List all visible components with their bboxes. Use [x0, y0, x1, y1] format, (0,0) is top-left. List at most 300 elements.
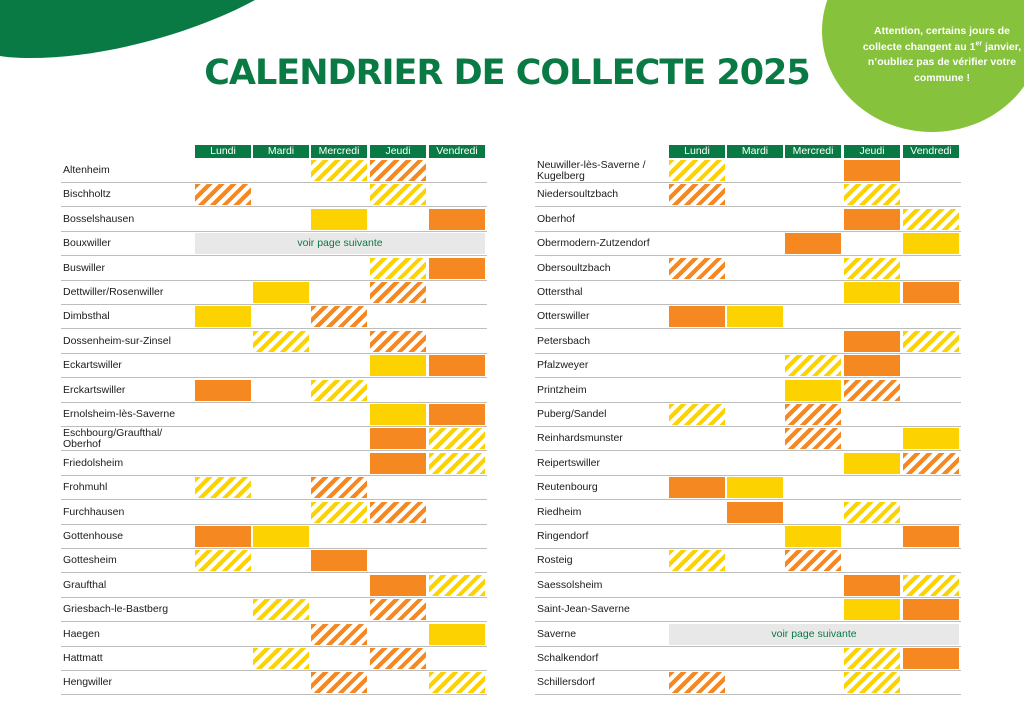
day-header-vendredi: Vendredi [429, 145, 485, 158]
collection-cell-vendredi [903, 184, 959, 205]
collection-cell-vendredi [903, 502, 959, 523]
collection-cell-mardi [727, 282, 783, 303]
commune-name: Rosteig [537, 554, 573, 567]
collection-cell-lundi [669, 209, 725, 230]
collection-cell-vendredi [429, 624, 485, 645]
collection-cell-mercredi [311, 550, 367, 571]
collection-cell-mardi [253, 502, 309, 523]
collection-cell-mardi [727, 575, 783, 596]
commune-name: Schillersdorf [537, 676, 595, 689]
commune-name: Oberhof [537, 212, 575, 225]
collection-cell-mercredi [311, 477, 367, 498]
see-next-page-note: voir page suivante [195, 233, 485, 254]
commune-name: Frohmuhl [63, 481, 108, 494]
collection-cell-mercredi [311, 306, 367, 327]
collection-cell-mardi [253, 526, 309, 547]
commune-row [61, 501, 487, 525]
corner-decoration [0, 0, 260, 60]
day-header-mardi: Mardi [253, 145, 309, 158]
commune-name: Neuwiller-lès-Saverne / Kugelberg [537, 158, 646, 182]
commune-name: Puberg/Sandel [537, 408, 607, 420]
collection-cell-vendredi [429, 648, 485, 669]
collection-cell-mercredi [311, 599, 367, 620]
collection-cell-mercredi [311, 282, 367, 303]
commune-row [535, 281, 961, 305]
collection-cell-lundi [669, 258, 725, 279]
collection-cell-vendredi [429, 477, 485, 498]
collection-cell-lundi [195, 453, 251, 474]
collection-cell-mardi [253, 624, 309, 645]
collection-cell-vendredi [429, 160, 485, 181]
day-header-mercredi: Mercredi [785, 145, 841, 158]
collection-cell-vendredi [429, 184, 485, 205]
collection-cell-vendredi [429, 453, 485, 474]
collection-cell-mardi [253, 672, 309, 693]
collection-cell-vendredi [429, 550, 485, 571]
collection-cell-lundi [195, 306, 251, 327]
collection-cell-lundi [669, 428, 725, 449]
commune-row [61, 159, 487, 183]
commune-name: Altenheim [63, 164, 110, 176]
collection-cell-jeudi [844, 502, 900, 523]
collection-cell-jeudi [370, 331, 426, 352]
collection-cell-lundi [669, 233, 725, 254]
collection-cell-lundi [195, 404, 251, 425]
collection-cell-mercredi [785, 282, 841, 303]
collection-cell-vendredi [903, 282, 959, 303]
collection-cell-jeudi [370, 575, 426, 596]
collection-cell-vendredi [429, 672, 485, 693]
collection-cell-mercredi [785, 209, 841, 230]
commune-row [535, 403, 961, 427]
collection-cell-vendredi [903, 648, 959, 669]
collection-cell-mercredi [785, 453, 841, 474]
collection-cell-vendredi [903, 404, 959, 425]
collection-cell-lundi [669, 453, 725, 474]
collection-cell-mardi [727, 404, 783, 425]
collection-cell-mercredi [785, 331, 841, 352]
commune-row [61, 183, 487, 207]
collection-cell-vendredi [903, 380, 959, 401]
commune-name: Saessolsheim [537, 578, 603, 591]
commune-row [535, 305, 961, 329]
commune-row [535, 330, 961, 354]
commune-name: Eschbourg/Graufthal/ Oberhof [63, 426, 163, 450]
collection-cell-jeudi [370, 550, 426, 571]
collection-cell-mercredi [311, 575, 367, 596]
day-header-jeudi: Jeudi [370, 145, 426, 158]
collection-cell-vendredi [903, 355, 959, 376]
collection-cell-lundi [669, 282, 725, 303]
collection-cell-lundi [195, 526, 251, 547]
collection-cell-mercredi [311, 258, 367, 279]
collection-cell-jeudi [370, 258, 426, 279]
collection-cell-mercredi [785, 599, 841, 620]
commune-row [61, 379, 487, 403]
commune-name: Gottenhouse [63, 530, 124, 542]
collection-cell-lundi [195, 624, 251, 645]
collection-cell-lundi [669, 599, 725, 620]
collection-cell-mercredi [785, 404, 841, 425]
commune-row [61, 232, 487, 256]
commune-row [535, 183, 961, 207]
notice-superscript: er [975, 40, 983, 47]
commune-row [535, 354, 961, 378]
collection-cell-jeudi [370, 599, 426, 620]
collection-cell-vendredi [903, 331, 959, 352]
collection-cell-lundi [669, 526, 725, 547]
commune-row [61, 549, 487, 573]
collection-cell-jeudi [844, 672, 900, 693]
collection-cell-mardi [727, 233, 783, 254]
collection-cell-lundi [669, 160, 725, 181]
collection-cell-jeudi [844, 575, 900, 596]
collection-cell-jeudi [844, 477, 900, 498]
collection-cell-lundi [195, 282, 251, 303]
collection-cell-jeudi [370, 184, 426, 205]
collection-cell-lundi [195, 502, 251, 523]
collection-cell-lundi [195, 209, 251, 230]
collection-cell-mercredi [785, 575, 841, 596]
collection-cell-mardi [727, 453, 783, 474]
collection-cell-lundi [669, 477, 725, 498]
collection-cell-jeudi [370, 380, 426, 401]
collection-cell-mercredi [311, 428, 367, 449]
commune-row [61, 525, 487, 549]
commune-name: Furchhausen [63, 505, 125, 518]
collection-cell-mercredi [311, 355, 367, 376]
commune-name: Saverne [537, 627, 577, 640]
collection-cell-jeudi [844, 428, 900, 449]
page-title: CALENDRIER DE COLLECTE 2025 [204, 53, 810, 93]
commune-name: Erckartswiller [63, 383, 126, 396]
collection-cell-lundi [669, 404, 725, 425]
collection-cell-vendredi [429, 355, 485, 376]
collection-cell-mardi [727, 331, 783, 352]
collection-cell-mardi [253, 428, 309, 449]
collection-cell-mardi [253, 550, 309, 571]
commune-row [535, 427, 961, 451]
commune-name: Ernolsheim-lès-Saverne [63, 408, 176, 420]
commune-row [61, 647, 487, 671]
collection-cell-lundi [669, 575, 725, 596]
collection-cell-vendredi [903, 672, 959, 693]
collection-cell-mardi [727, 160, 783, 181]
collection-cell-vendredi [903, 526, 959, 547]
collection-cell-vendredi [903, 453, 959, 474]
commune-name: Ringendorf [537, 530, 589, 542]
collection-cell-mercredi [785, 160, 841, 181]
collection-cell-mardi [727, 184, 783, 205]
commune-name: Obersoultzbach [537, 261, 611, 274]
commune-name: Reinhardsmunster [537, 432, 623, 445]
collection-cell-mardi [253, 258, 309, 279]
collection-cell-vendredi [429, 526, 485, 547]
collection-cell-jeudi [844, 184, 900, 205]
collection-cell-jeudi [844, 526, 900, 547]
collection-cell-lundi [195, 380, 251, 401]
day-header-lundi: Lundi [195, 145, 251, 158]
commune-name: Hattmatt [63, 652, 103, 664]
commune-name: Dossenheim-sur-Zinsel [63, 334, 171, 347]
collection-cell-mardi [253, 380, 309, 401]
collection-cell-mercredi [311, 380, 367, 401]
day-header-vendredi: Vendredi [903, 145, 959, 158]
collection-cell-mardi [727, 648, 783, 669]
commune-row [61, 574, 487, 598]
commune-name: Dettwiller/Rosenwiller [63, 286, 164, 298]
collection-cell-mercredi [785, 258, 841, 279]
collection-cell-mardi [253, 575, 309, 596]
collection-cell-lundi [669, 672, 725, 693]
collection-cell-mardi [253, 599, 309, 620]
commune-row [535, 574, 961, 598]
collection-cell-lundi [669, 306, 725, 327]
commune-name: Riedheim [537, 505, 582, 518]
collection-cell-mercredi [785, 233, 841, 254]
day-header-mercredi: Mercredi [311, 145, 367, 158]
commune-row [61, 598, 487, 622]
commune-row [535, 549, 961, 573]
collection-cell-jeudi [370, 453, 426, 474]
commune-row [535, 623, 961, 647]
collection-cell-mercredi [785, 477, 841, 498]
collection-cell-mardi [727, 550, 783, 571]
commune-row [535, 452, 961, 476]
collection-cell-mercredi [311, 184, 367, 205]
commune-name: Dimbsthal [63, 310, 110, 323]
collection-cell-jeudi [370, 355, 426, 376]
collection-cell-jeudi [370, 282, 426, 303]
collection-cell-jeudi [844, 306, 900, 327]
notice-text-part: Attention, certains jours de collecte changent au 1 [862, 25, 1010, 53]
commune-name: Schalkendorf [537, 652, 599, 664]
collection-cell-mercredi [785, 672, 841, 693]
collection-cell-vendredi [903, 599, 959, 620]
collection-cell-jeudi [844, 209, 900, 230]
commune-row [61, 354, 487, 378]
collection-cell-mardi [253, 209, 309, 230]
collection-cell-lundi [669, 184, 725, 205]
collection-cell-vendredi [903, 550, 959, 571]
collection-cell-mardi [253, 477, 309, 498]
commune-name: Haegen [63, 627, 100, 640]
collection-cell-vendredi [429, 209, 485, 230]
commune-name: Reipertswiller [537, 456, 601, 469]
collection-cell-mercredi [311, 331, 367, 352]
collection-cell-jeudi [370, 428, 426, 449]
collection-cell-vendredi [903, 233, 959, 254]
commune-name: Ottersthal [537, 286, 583, 298]
commune-name: Eckartswiller [63, 359, 122, 372]
commune-row [61, 281, 487, 305]
collection-cell-jeudi [370, 624, 426, 645]
collection-cell-vendredi [429, 331, 485, 352]
commune-name: Otterswiller [537, 310, 590, 323]
collection-cell-mercredi [311, 404, 367, 425]
see-next-page-note: voir page suivante [669, 624, 959, 645]
commune-name: Griesbach-le-Bastberg [63, 603, 169, 616]
collection-cell-vendredi [429, 428, 485, 449]
notice-text [858, 24, 1024, 86]
collection-cell-jeudi [844, 404, 900, 425]
collection-cell-mardi [727, 599, 783, 620]
collection-cell-lundi [195, 477, 251, 498]
collection-cell-mardi [253, 453, 309, 474]
collection-cell-jeudi [370, 648, 426, 669]
collection-cell-jeudi [844, 258, 900, 279]
collection-cell-jeudi [844, 453, 900, 474]
collection-cell-lundi [669, 550, 725, 571]
collection-cell-mercredi [311, 624, 367, 645]
collection-cell-mardi [253, 306, 309, 327]
collection-cell-vendredi [903, 258, 959, 279]
collection-cell-vendredi [429, 380, 485, 401]
collection-cell-vendredi [429, 282, 485, 303]
collection-cell-jeudi [844, 282, 900, 303]
collection-cell-lundi [669, 331, 725, 352]
collection-cell-mercredi [785, 648, 841, 669]
commune-row [535, 159, 961, 183]
commune-name: Petersbach [537, 334, 591, 347]
collection-cell-jeudi [370, 209, 426, 230]
commune-name: Bosselshausen [63, 212, 135, 225]
commune-row [535, 208, 961, 232]
day-header-mardi: Mardi [727, 145, 783, 158]
collection-cell-lundi [195, 160, 251, 181]
commune-row [535, 525, 961, 549]
commune-row [61, 330, 487, 354]
collection-cell-mardi [253, 355, 309, 376]
commune-name: Reutenbourg [537, 481, 598, 494]
commune-name: Obermodern-Zutzendorf [537, 237, 650, 250]
collection-cell-mardi [727, 258, 783, 279]
collection-cell-mercredi [785, 355, 841, 376]
collection-cell-jeudi [844, 550, 900, 571]
collection-cell-mardi [727, 672, 783, 693]
collection-cell-jeudi [370, 160, 426, 181]
collection-cell-mercredi [785, 502, 841, 523]
commune-name: Pfalzweyer [537, 359, 589, 372]
commune-row [61, 452, 487, 476]
collection-cell-lundi [195, 550, 251, 571]
collection-cell-vendredi [429, 502, 485, 523]
collection-cell-lundi [195, 648, 251, 669]
collection-cell-jeudi [370, 502, 426, 523]
collection-cell-mardi [253, 331, 309, 352]
commune-row [535, 647, 961, 671]
collection-cell-vendredi [429, 258, 485, 279]
commune-row [535, 501, 961, 525]
collection-cell-vendredi [429, 599, 485, 620]
collection-cell-jeudi [844, 380, 900, 401]
collection-cell-lundi [669, 502, 725, 523]
collection-cell-mercredi [311, 526, 367, 547]
collection-cell-mercredi [311, 209, 367, 230]
commune-row [61, 427, 487, 451]
commune-row [535, 671, 961, 695]
commune-name: Printzheim [537, 383, 587, 396]
commune-row [535, 379, 961, 403]
commune-name: Saint-Jean-Saverne [537, 603, 630, 616]
collection-cell-mercredi [311, 453, 367, 474]
collection-cell-mercredi [785, 306, 841, 327]
collection-cell-mardi [727, 209, 783, 230]
collection-cell-lundi [195, 258, 251, 279]
commune-name: Hengwiller [63, 676, 113, 689]
collection-cell-mardi [727, 526, 783, 547]
commune-name: Bischholtz [63, 188, 111, 201]
commune-name: Bouxwiller [63, 237, 111, 250]
collection-cell-lundi [669, 355, 725, 376]
collection-cell-mardi [253, 282, 309, 303]
commune-row [535, 257, 961, 281]
notice-text-part: janvier, n’oubliez pas de vérifier votre commune ! [867, 40, 1022, 84]
collection-cell-lundi [195, 331, 251, 352]
collection-cell-vendredi [903, 428, 959, 449]
collection-cell-lundi [669, 380, 725, 401]
collection-cell-mardi [253, 184, 309, 205]
collection-cell-jeudi [370, 404, 426, 425]
commune-name: Graufthal [63, 578, 107, 591]
collection-cell-lundi [669, 648, 725, 669]
collection-cell-vendredi [903, 575, 959, 596]
collection-cell-mercredi [311, 160, 367, 181]
collection-cell-mercredi [785, 380, 841, 401]
collection-cell-mardi [727, 477, 783, 498]
collection-cell-jeudi [370, 306, 426, 327]
collection-cell-jeudi [844, 599, 900, 620]
collection-cell-jeudi [844, 648, 900, 669]
collection-cell-mardi [253, 404, 309, 425]
commune-row [61, 476, 487, 500]
collection-cell-vendredi [903, 209, 959, 230]
collection-cell-jeudi [844, 160, 900, 181]
commune-row [61, 208, 487, 232]
commune-name: Friedolsheim [63, 456, 124, 469]
collection-cell-jeudi [370, 672, 426, 693]
collection-cell-mardi [253, 648, 309, 669]
commune-name: Niedersoultzbach [537, 188, 619, 201]
collection-cell-mardi [727, 380, 783, 401]
collection-cell-vendredi [903, 477, 959, 498]
commune-name: Gottesheim [63, 554, 117, 567]
collection-cell-mercredi [311, 648, 367, 669]
commune-row [61, 305, 487, 329]
collection-cell-vendredi [903, 306, 959, 327]
collection-cell-lundi [195, 599, 251, 620]
collection-cell-vendredi [429, 575, 485, 596]
commune-name: Buswiller [63, 261, 106, 274]
collection-cell-lundi [195, 355, 251, 376]
collection-cell-mercredi [311, 672, 367, 693]
collection-cell-jeudi [844, 331, 900, 352]
collection-cell-vendredi [429, 306, 485, 327]
collection-cell-jeudi [370, 526, 426, 547]
commune-row [535, 232, 961, 256]
commune-row [61, 671, 487, 695]
collection-cell-mardi [727, 428, 783, 449]
collection-cell-lundi [195, 184, 251, 205]
collection-cell-jeudi [844, 355, 900, 376]
collection-cell-mardi [727, 355, 783, 376]
collection-cell-mercredi [785, 550, 841, 571]
collection-cell-jeudi [370, 477, 426, 498]
day-header-jeudi: Jeudi [844, 145, 900, 158]
collection-cell-lundi [195, 428, 251, 449]
collection-cell-mardi [727, 306, 783, 327]
day-header-lundi: Lundi [669, 145, 725, 158]
